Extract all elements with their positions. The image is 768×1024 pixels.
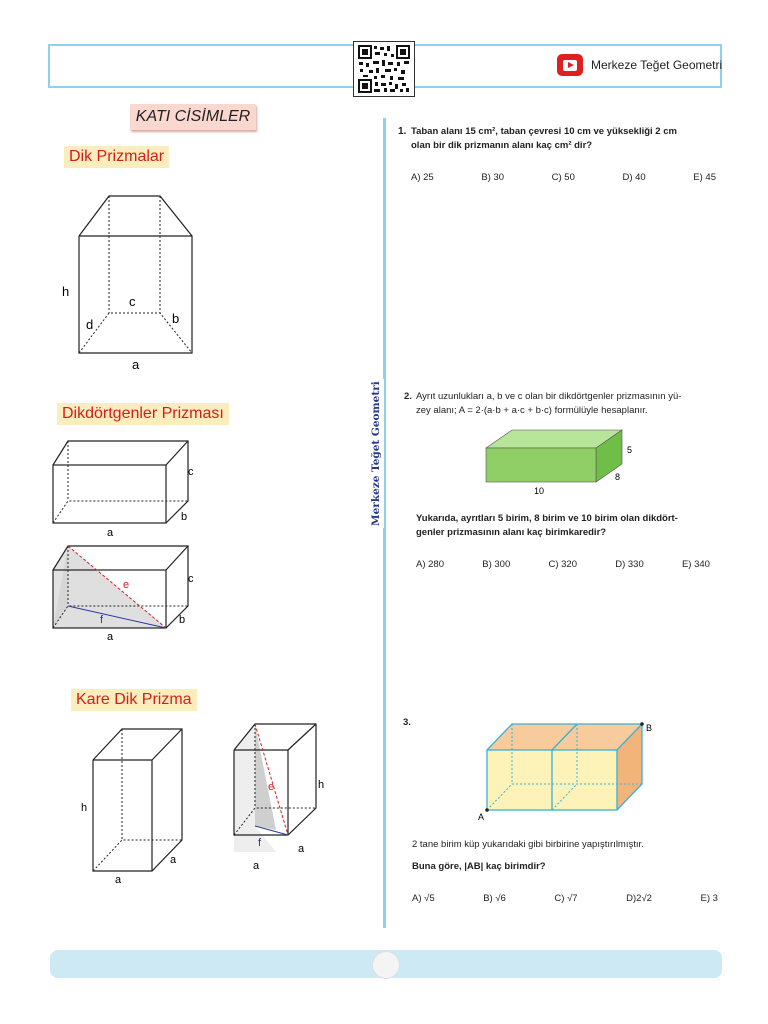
- q1-option-e[interactable]: E) 45: [693, 172, 716, 183]
- fig3-label-a: a: [107, 631, 114, 643]
- q2-option-b[interactable]: B) 300: [482, 559, 511, 570]
- q3-text-line2: Buna göre, |AB| kaç birimdir?: [412, 861, 546, 872]
- fig3-label-c: c: [188, 573, 194, 585]
- fig1-label-a: a: [132, 357, 140, 372]
- q3-number: 3.: [403, 717, 411, 728]
- q1-option-c[interactable]: C) 50: [551, 172, 575, 183]
- fig2-label-b: b: [181, 511, 188, 523]
- q2-number: 2.: [404, 391, 412, 402]
- qr-code-icon: [354, 42, 414, 96]
- figure-dik-prizma: [55, 188, 215, 373]
- fig2-label-a: a: [107, 527, 114, 539]
- figure-dikdortgenler-prizmasi: [48, 435, 208, 540]
- q2-text-line1: Ayrıt uzunlukları a, b ve c olan bir dikdörtgenler prizmasının yü-: [416, 391, 682, 402]
- q2-body-line2: genler prizmasının alanı kaç birimkaredir?: [416, 527, 607, 538]
- fig5-label-e: e: [268, 781, 275, 793]
- fig1-label-b: b: [172, 311, 180, 326]
- q2-label-depth: 8: [615, 472, 621, 482]
- q2-body: [416, 512, 716, 540]
- footer-logo-icon: [372, 951, 400, 979]
- q2-option-d[interactable]: D) 330: [615, 559, 644, 570]
- fig3-label-e: e: [123, 579, 130, 591]
- q3-option-e[interactable]: E) 3: [700, 893, 718, 904]
- q2-body-line1: Yukarıda, ayrıtları 5 birim, 8 birim ve 10 birim olan dikdört-: [416, 513, 678, 524]
- q3-label-A: A: [478, 812, 485, 822]
- q1-text-line2: olan bir dik prizmanın alanı kaç cm² dir?: [411, 140, 593, 151]
- youtube-icon: [557, 54, 583, 76]
- q3-text-line1: 2 tane birim küp yukarıdaki gibi birbirine yapıştırılmıştır.: [412, 839, 644, 850]
- q2-option-a[interactable]: A) 280: [416, 559, 444, 570]
- figure-kare-dik-prizma: [75, 722, 195, 887]
- channel-name: Merkeze Teğet Geometri: [591, 58, 723, 72]
- section-dik-prizmalar: Dik Prizmalar: [64, 146, 169, 168]
- question-2: [404, 390, 724, 418]
- q1-option-b[interactable]: B) 30: [481, 172, 505, 183]
- fig4-label-a-right: a: [170, 854, 177, 866]
- q1-options: [411, 172, 716, 183]
- q3-option-b[interactable]: B) √6: [483, 893, 506, 904]
- q3-option-d[interactable]: D)2√2: [626, 893, 652, 904]
- q1-option-a[interactable]: A) 25: [411, 172, 434, 183]
- figure-kare-dik-prizma-kosegen: [222, 718, 342, 873]
- q2-option-e[interactable]: E) 340: [681, 559, 710, 570]
- question-1: [398, 125, 718, 153]
- q2-figure-green-prism: [484, 426, 644, 498]
- q3-option-a[interactable]: A) √5: [412, 893, 435, 904]
- youtube-channel-link[interactable]: [557, 54, 722, 76]
- q1-option-d[interactable]: D) 40: [622, 172, 646, 183]
- fig1-label-c: c: [129, 294, 136, 309]
- fig2-label-c: c: [188, 466, 194, 478]
- fig5-label-h: h: [318, 779, 325, 791]
- side-brand: Merkeze Teğet Geometri: [370, 381, 382, 526]
- fig3-label-f: f: [100, 614, 104, 626]
- q2-label-width: 10: [534, 486, 545, 496]
- q1-number: 1.: [398, 126, 407, 137]
- q3-label-B: B: [646, 723, 653, 733]
- q2-text-line2: zey alanı; A = 2·(a·b + a·c + b·c) formülüyle hesaplanır.: [416, 405, 648, 416]
- q2-options: [416, 559, 710, 570]
- q2-option-c[interactable]: C) 320: [548, 559, 577, 570]
- q3-option-c[interactable]: C) √7: [554, 893, 578, 904]
- section-dikdortgenler-prizmasi: Dikdörtgenler Prizması: [57, 403, 229, 425]
- fig4-label-h: h: [81, 802, 88, 814]
- q3-options: [412, 893, 718, 904]
- page-title: KATI CİSİMLER: [130, 104, 256, 130]
- fig3-label-b: b: [179, 614, 186, 626]
- fig1-label-h: h: [62, 284, 70, 299]
- figure-prizma-cisim-kosegeni: [48, 540, 208, 645]
- fig5-label-f: f: [258, 837, 262, 849]
- fig5-label-a-bottom: a: [253, 860, 260, 872]
- fig1-label-d: d: [86, 317, 94, 332]
- fig4-label-a-bottom: a: [115, 874, 122, 886]
- q2-label-height: 5: [627, 445, 633, 455]
- section-kare-dik-prizma: Kare Dik Prizma: [71, 689, 197, 711]
- qr-code[interactable]: [353, 41, 415, 97]
- q3-figure-two-cubes: [474, 718, 664, 822]
- q1-text-line1: Taban alanı 15 cm², taban çevresi 10 cm ve yüksekliği 2 cm: [411, 126, 677, 137]
- fig5-label-a-right: a: [298, 843, 305, 855]
